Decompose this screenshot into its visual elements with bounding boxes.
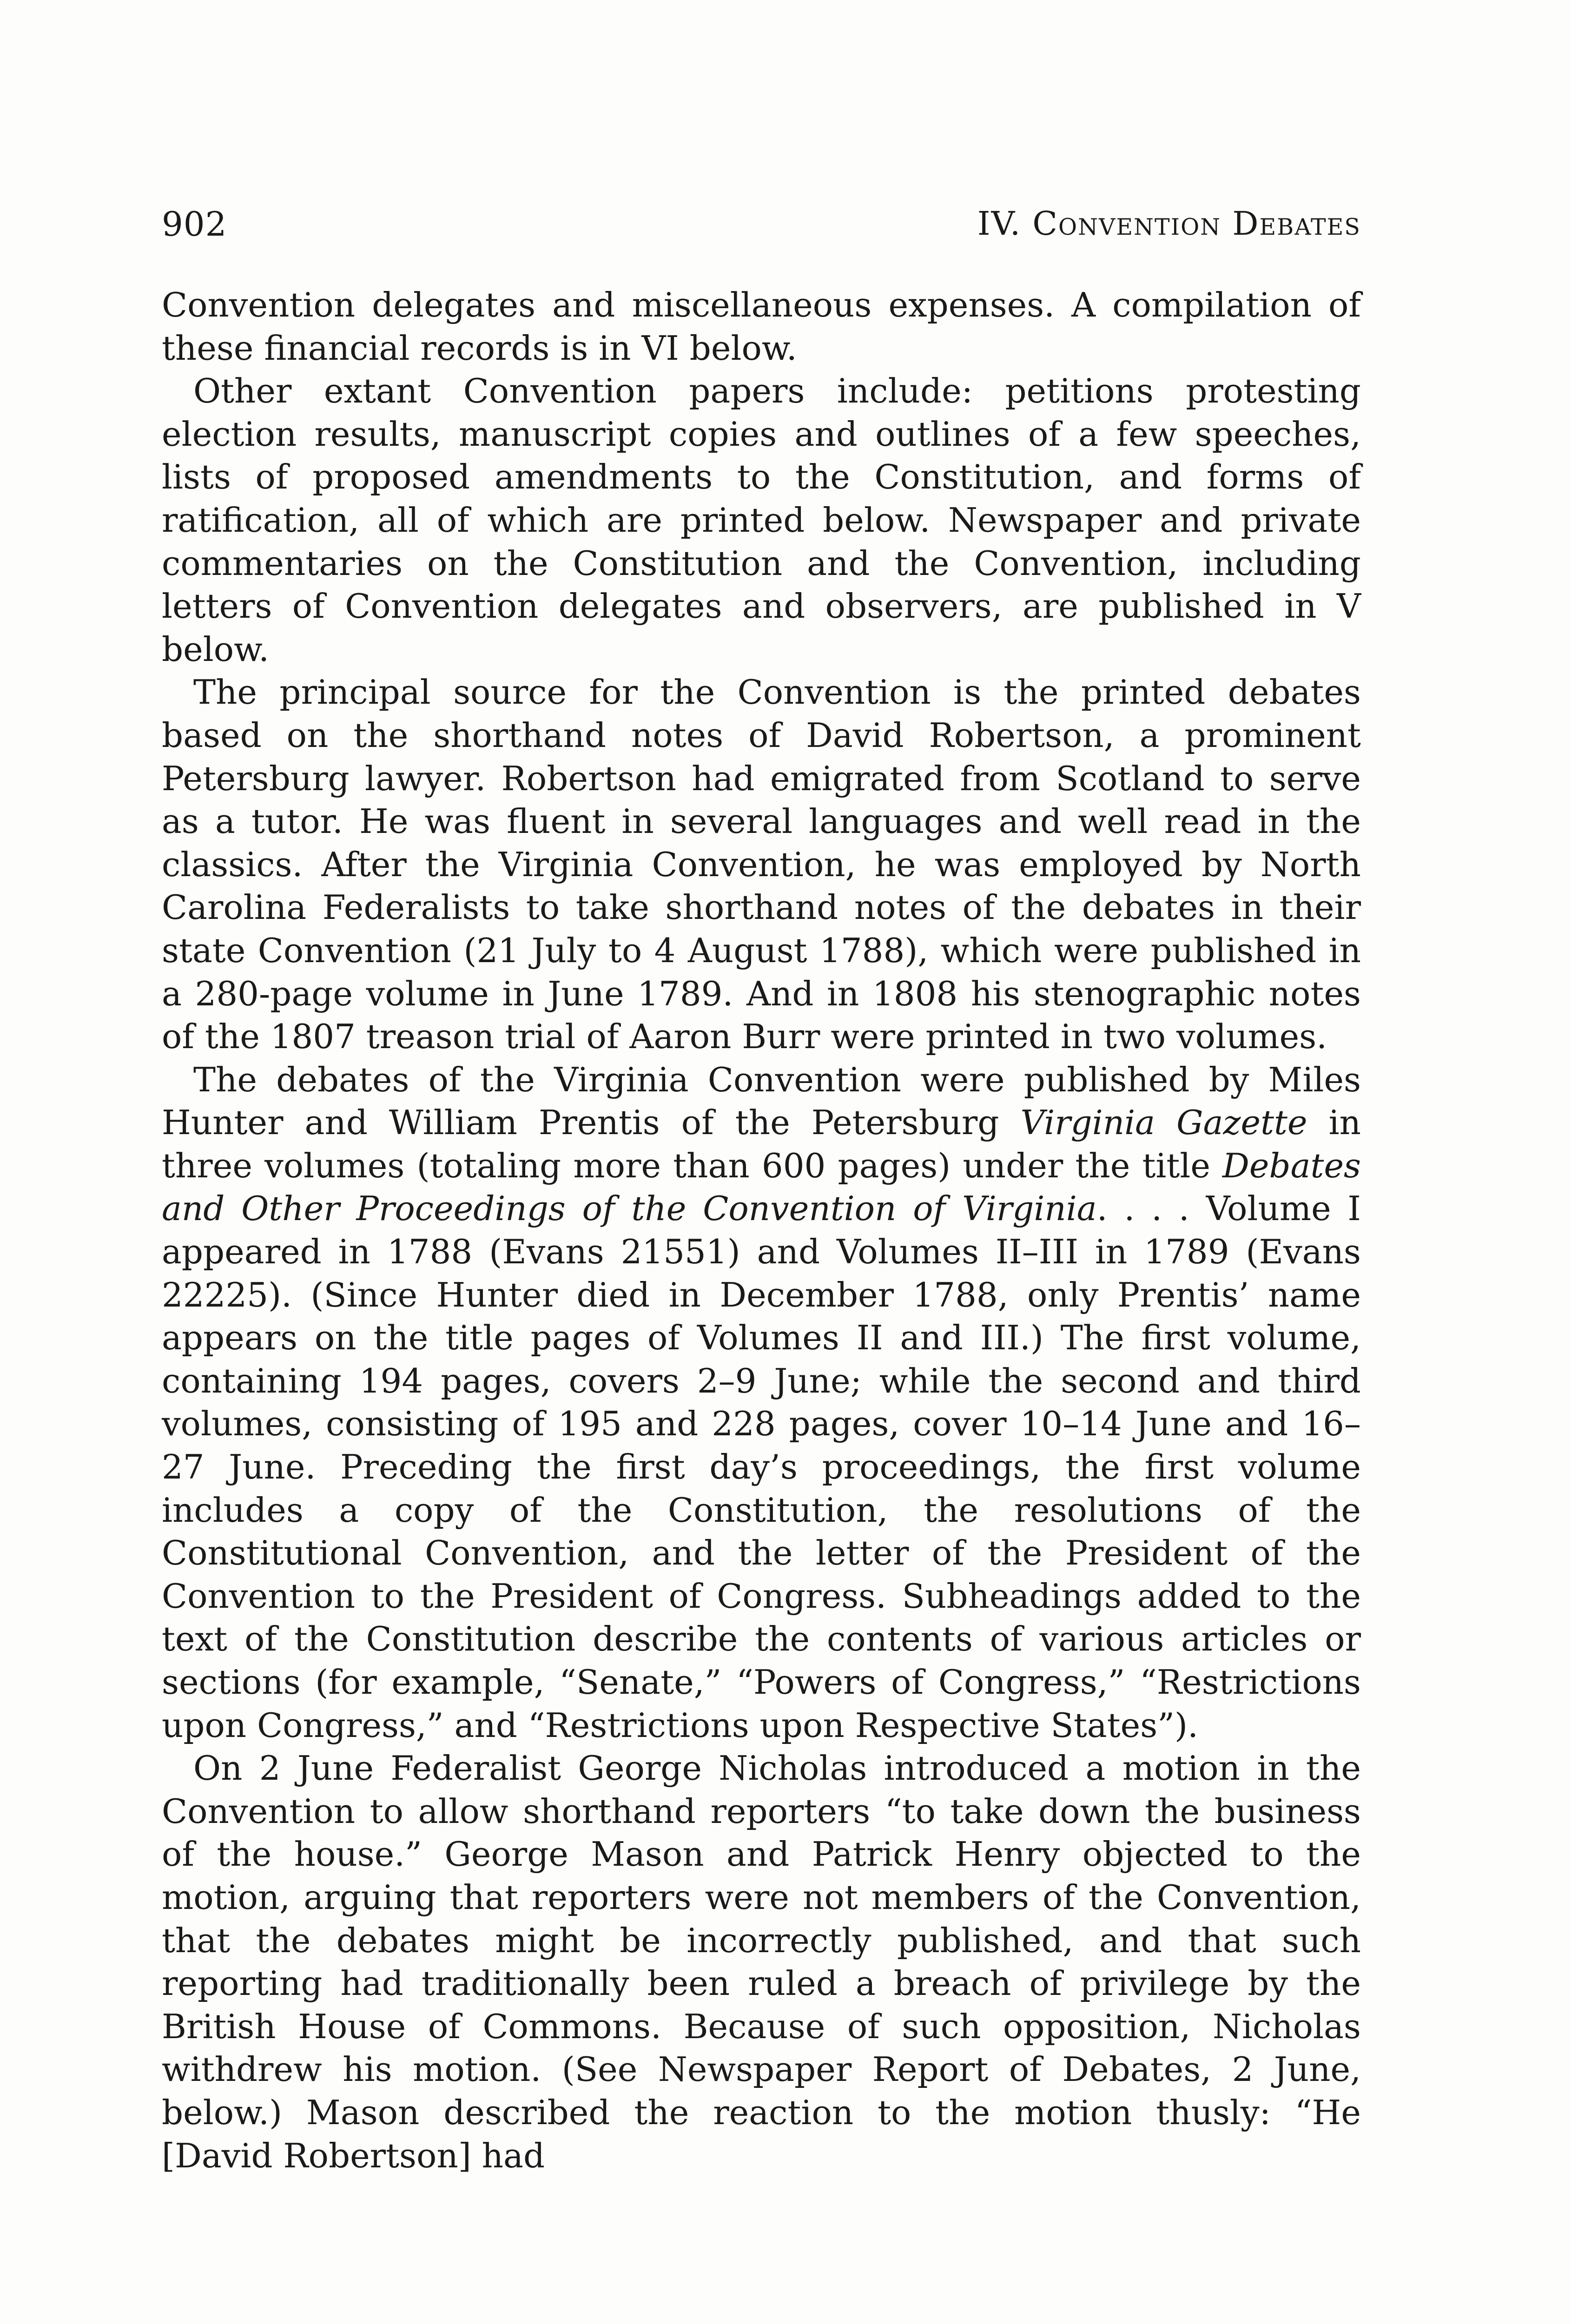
paragraph (162, 370, 1361, 671)
italic-title: Virginia Gazette (1020, 1103, 1307, 1142)
text-segment: The debates of the Virginia Convention were published by Miles Hunter and William Prentis of the Petersburg (162, 1060, 1361, 1142)
page-number: 902 (162, 205, 227, 244)
paragraph (162, 284, 1361, 370)
text-segment: . . . . Volume I appeared in 1788 (Evans 21551) and Volumes II–III in 1789 (Evans 22225). (Since Hunter died in December 1788, only Prentis’ name appears on the title pages of Volumes II and III.) The first volume, containing 194 pages, covers 2–9 June; while the second and third volumes, consisting of 195 and 228 pages, cover 10–14 June and 16–27 June. Preceding the first day’s proceedings, the first volume includes a copy of the Constitution, the resolutions of the Constitutional Convention, and the letter of the President of the Convention to the President of Congress. Subheadings added to the text of the Constitution describe the contents of various articles or sections (for example, “Senate,” “Powers of Congress,” “Restrictions upon Congress,” and “Restrictions upon Respective States”). (162, 1189, 1361, 1745)
italic-title: Debates and Other Proceedings of the Convention of Virginia (162, 1146, 1361, 1228)
text-segment: Convention delegates and miscellaneous expenses. A compilation of these financial records is in VI below. (162, 285, 1361, 368)
body-text (162, 284, 1361, 2177)
text-segment: Other extant Convention papers include: petitions protesting election results, manuscript copies and outlines of a few speeches, lists of proposed amendments to the Constitution, and forms of ratification, all of which are printed below. Newspaper and private commentaries on the Constitution and the Convention, including letters of Convention delegates and observers, are published in V below. (162, 371, 1361, 669)
paragraph (162, 1747, 1361, 2177)
page-header (162, 205, 1361, 251)
text-segment: in three volumes (totaling more than 600 pages) under the title (162, 1103, 1361, 1185)
paragraph (162, 1058, 1361, 1747)
text-segment: The principal source for the Convention is the printed debates based on the shorthand notes of David Robertson, a prominent Petersburg lawyer. Robertson had emigrated from Scotland to serve as a tutor. He was fluent in several languages and well read in the classics. After the Virginia Convention, he was employed by North Carolina Federalists to take shorthand notes of the debates in their state Convention (21 July to 4 August 1788), which were published in a 280-page volume in June 1789. And in 1808 his stenographic notes of the 1807 treason trial of Aaron Burr were printed in two volumes. (162, 673, 1361, 1056)
text-segment: On 2 June Federalist George Nicholas introduced a motion in the Convention to allow shorthand reporters “to take down the business of the house.” George Mason and Patrick Henry objected to the motion, arguing that reporters were not members of the Convention, that the debates might be incorrectly published, and that such reporting had traditionally been ruled a breach of privilege by the British House of Commons. Because of such opposition, Nicholas withdrew his motion. (See Newspaper Report of Debates, 2 June, below.) Mason described the reaction to the motion thusly: “He [David Robertson] had (162, 1749, 1361, 2175)
running-head: IV. Convention Debates (977, 205, 1361, 243)
paragraph (162, 671, 1361, 1058)
